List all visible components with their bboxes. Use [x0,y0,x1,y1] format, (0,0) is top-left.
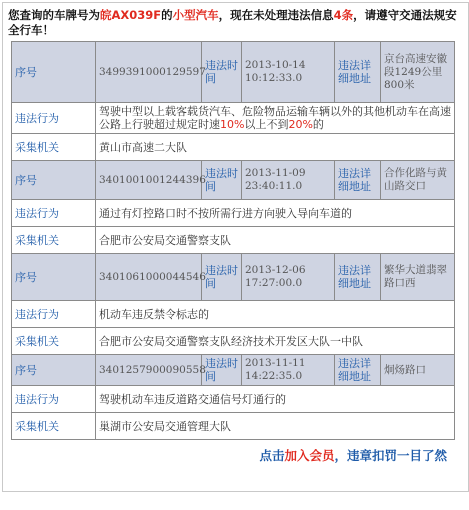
summary-prefix: 您查询的车牌号为 [8,8,100,22]
behavior-text-post: 的 [312,118,324,131]
address-value: 炯炀路口 [381,355,455,386]
address-label: 违法详细地址 [335,355,381,386]
time-label: 违法时间 [202,355,242,386]
record-agency-row [12,227,455,254]
record-agency-row [12,134,455,161]
record-agency-row [12,413,455,440]
serial-value: 3499391000129597 [96,42,202,103]
serial-label: 序号 [12,42,96,103]
time-value: 2013-12-06 17:27:00.0 [242,254,335,301]
behavior-percent-high: 20% [288,118,313,131]
summary-suffix-a: ，现在未处理违法信息 [218,8,334,22]
footer-text-pre: 点击 [259,448,285,463]
record-behavior-row [12,200,455,227]
record-header-row [12,42,455,103]
record-header-row [12,161,455,200]
footer-promo [259,446,447,464]
address-label: 违法详细地址 [335,42,381,103]
record-behavior-row [12,103,455,134]
behavior-value: 通过有灯控路口时不按所需行进方向驶入导向车道的 [96,200,455,227]
behavior-text-mid: 以上不到 [244,118,289,131]
agency-value: 合肥市公安局交通警察支队经济技术开发区大队一中队 [96,328,455,355]
record-behavior-row [12,386,455,413]
agency-label: 采集机关 [12,134,96,161]
record-header-row [12,254,455,301]
behavior-value: 驾驶机动车违反道路交通信号灯通行的 [96,386,455,413]
record-header-row [12,355,455,386]
behavior-text-pre: 驾驶中型以上载客载货汽车、危险物品运输车辆以外的其他机动车在高速公路上行驶超过规定时速 [99,105,451,131]
time-label: 违法时间 [202,161,242,200]
behavior-value: 机动车违反禁令标志的 [96,301,455,328]
agency-value: 黄山市高速二大队 [96,134,455,161]
behavior-value [96,103,455,134]
plate-number: 皖AX039F [100,8,162,22]
serial-label: 序号 [12,355,96,386]
time-value: 2013-11-11 14:22:35.0 [242,355,335,386]
agency-label: 采集机关 [12,328,96,355]
violation-count: 4条 [333,8,354,22]
summary-mid: 的 [161,8,173,22]
record-behavior-row [12,301,455,328]
agency-value: 合肥市公安局交通警察支队 [96,227,455,254]
time-value: 2013-11-09 23:40:11.0 [242,161,335,200]
address-label: 违法详细地址 [335,254,381,301]
vehicle-type: 小型汽车 [172,8,219,22]
address-label: 违法详细地址 [335,161,381,200]
agency-value: 巢湖市公安局交通管理大队 [96,413,455,440]
behavior-label: 违法行为 [12,103,96,134]
record-agency-row [12,328,455,355]
behavior-label: 违法行为 [12,386,96,413]
behavior-label: 违法行为 [12,301,96,328]
address-value: 合作化路与黄山路交口 [381,161,455,200]
summary-suffix-b: ，请遵守交通法规安全行车！ [8,8,457,37]
serial-label: 序号 [12,254,96,301]
behavior-label: 违法行为 [12,200,96,227]
serial-label: 序号 [12,161,96,200]
agency-label: 采集机关 [12,227,96,254]
serial-value: 3401061000044546 [96,254,202,301]
serial-value: 3401001001244396 [96,161,202,200]
agency-label: 采集机关 [12,413,96,440]
time-value: 2013-10-14 10:12:33.0 [242,42,335,103]
address-value: 京台高速安徽段1249公里800米 [381,42,455,103]
join-member-link[interactable]: 加入会员 [284,448,335,463]
time-label: 违法时间 [202,254,242,301]
serial-value: 3401257900090558 [96,355,202,386]
violations-table [11,41,455,440]
query-summary [8,8,463,38]
behavior-percent-low: 10% [220,118,245,131]
time-label: 违法时间 [202,42,242,103]
address-value: 繁华大道翡翠路口西 [381,254,455,301]
footer-text-post: ，违章扣罚一目了然 [334,448,447,463]
